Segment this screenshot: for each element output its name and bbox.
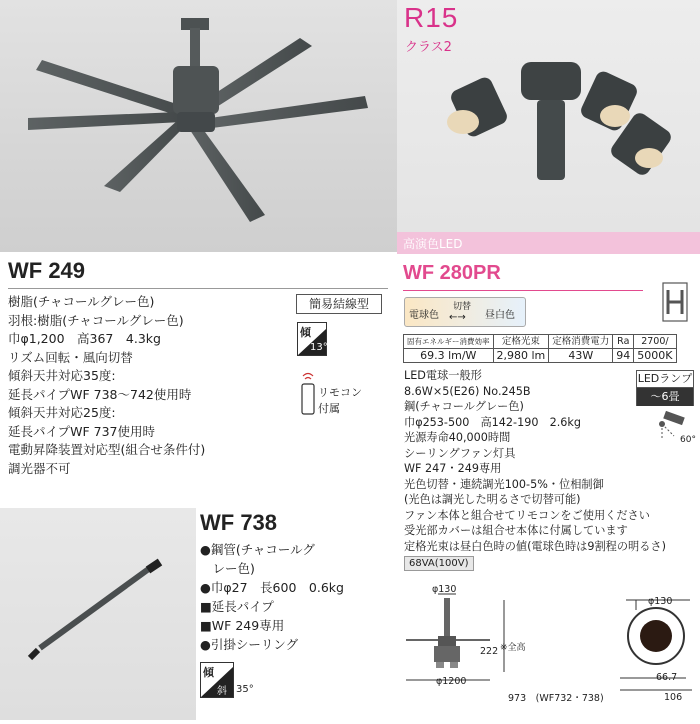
fan-spec-line: 電動昇降装置対応型(組合せ条件付) — [8, 442, 206, 457]
fan-photo — [0, 0, 397, 252]
pipe-illustration — [0, 508, 196, 720]
light-spec-line: 巾φ253-500 高142-190 2.6kg — [404, 415, 581, 429]
light-spec-line: WF 247・249専用 — [404, 462, 502, 475]
fan-spec-line: 延長パイプWF 737使用時 — [8, 423, 156, 439]
remote-sub-text: 付属 — [318, 401, 340, 415]
pipe-spec-line: ●引掛シーリング — [200, 637, 299, 652]
fan-spec-line: 羽根:樹脂(チャコールグレー色) — [8, 312, 184, 328]
high-color-label: 高演色LED — [403, 237, 463, 251]
dim-top-dia: φ130 — [432, 584, 457, 595]
dim-total-note: 973 (WF732・738) — [508, 693, 604, 704]
color-day: 昼白色 — [485, 310, 515, 321]
va-badge: 68VA(100V) — [404, 556, 474, 571]
fan-spec-line: 樹脂(チャコールグレー色) — [8, 294, 155, 309]
eco-header: 固有エネルギー消費効率 — [404, 335, 494, 349]
pipe-model: WF 738 — [200, 510, 278, 535]
eco-value: 2,980 lm — [493, 349, 549, 363]
fan-model: WF 249 — [8, 258, 86, 283]
fan-dimension-svg — [400, 580, 570, 700]
eco-value: 94 — [613, 349, 634, 363]
fan-spec-line: 傾斜天井対応25度: — [8, 405, 116, 420]
fan-spec-line: 巾φ1,200 高367 4.3kg — [8, 331, 161, 346]
light-specs — [404, 368, 666, 554]
fan-dimension-drawing — [400, 580, 570, 704]
high-color-bar — [397, 232, 700, 254]
eco-value: 43W — [549, 349, 613, 363]
fan-spec-line: 傾斜天井対応35度: — [8, 368, 116, 383]
r15-rating: R15 — [404, 2, 459, 33]
divider — [8, 288, 388, 289]
eco-header: 2700/ — [634, 335, 676, 349]
fan-specs — [8, 293, 205, 478]
pipe-tilt-badge — [200, 662, 234, 698]
spot-angle: 60° — [680, 435, 696, 445]
fan-spec-line: 調光器不可 — [8, 460, 71, 476]
light-spec-line: ファン本体と組合せてリモコンをご使用ください — [404, 508, 650, 522]
dim-d1: 66.7 — [656, 672, 678, 683]
pipe-spec-line: ●巾φ27 長600 0.6kg — [200, 580, 344, 595]
dim-height: 222 — [480, 646, 499, 657]
light-spec-line: 光色切替・連続調光100-5%・位相制御 — [404, 477, 604, 491]
divider — [403, 290, 643, 291]
pipe-spec-line: レー色) — [200, 561, 255, 576]
light-spec-line: 受光部カバーは組合せ本体に付属しています — [404, 524, 628, 537]
color-switch-label: 切替 — [453, 302, 472, 312]
hook-icon — [662, 282, 688, 322]
light-model: WF 280PR — [403, 262, 501, 284]
remote-control-icon — [300, 372, 316, 416]
hook-ceiling-icon — [662, 282, 688, 326]
lamp-badge — [636, 370, 694, 406]
fan-spec-line: 延長パイプWF 738～742使用時 — [8, 386, 192, 402]
r15-class: クラス2 — [405, 40, 452, 55]
color-switch-box — [404, 297, 526, 327]
eco-value: 69.3 lm/W — [404, 349, 494, 363]
pipe-spec-line: ■延長パイプ — [200, 599, 274, 614]
light-spec-line: LED電球一般形 — [404, 369, 482, 382]
eco-value: 5000K — [634, 349, 676, 363]
pipe-specs — [200, 540, 344, 654]
remote-label — [318, 385, 362, 416]
light-photo — [397, 0, 700, 232]
lamp-size: ～6畳 — [637, 388, 693, 406]
connection-type-badge: 簡易結線型 — [296, 294, 382, 314]
remote-icon — [300, 372, 316, 420]
lamp-label: LEDランプ — [637, 371, 693, 388]
remote-label-text: リモコン — [318, 386, 362, 399]
pipe-spec-line: ●鋼管(チャコールグ — [200, 542, 315, 557]
fan-spec-line: リズム回転・風向切替 — [8, 349, 133, 365]
light-spec-line: シーリングファン灯具 — [404, 446, 516, 460]
swap-arrow-icon: ←→ — [449, 312, 466, 323]
dim-d2: 106 — [664, 692, 683, 703]
light-spec-line: (光色は調光した明るさで切替可能) — [404, 493, 581, 506]
tilt-angle: 13° — [310, 342, 328, 353]
light-spec-line: 光源寿命40,000時間 — [404, 431, 511, 444]
dim-total-label: ※全高 — [500, 643, 526, 653]
dim-width: φ1200 — [436, 676, 467, 687]
pipe-spec-line: ■WF 249専用 — [200, 618, 285, 633]
pipe-tilt-label: 傾 — [203, 666, 214, 679]
eco-table — [403, 334, 677, 363]
pipe-photo — [0, 508, 196, 720]
light-spec-line: 鋼(チャコールグレー色) — [404, 400, 524, 413]
pipe-tilt-sub: 斜 — [217, 686, 227, 697]
canopy-drawing — [616, 596, 696, 700]
fan-illustration — [0, 0, 397, 252]
light-spec-line: 8.6W×5(E26) No.245B — [404, 384, 531, 398]
tilt-badge — [297, 322, 327, 356]
eco-header: 定格光束 — [493, 335, 549, 349]
eco-header: Ra — [613, 335, 634, 349]
pipe-tilt-angle: 35° — [236, 684, 254, 695]
tilt-label: 傾 — [300, 326, 311, 339]
color-warm: 電球色 — [409, 310, 439, 321]
light-spec-line: 定格光束は昼白色時の値(電球色時は9割程の明るさ) — [404, 539, 666, 553]
eco-header: 定格消費電力 — [549, 335, 613, 349]
dim-side-dia: φ130 — [648, 596, 673, 607]
light-illustration — [397, 0, 700, 232]
